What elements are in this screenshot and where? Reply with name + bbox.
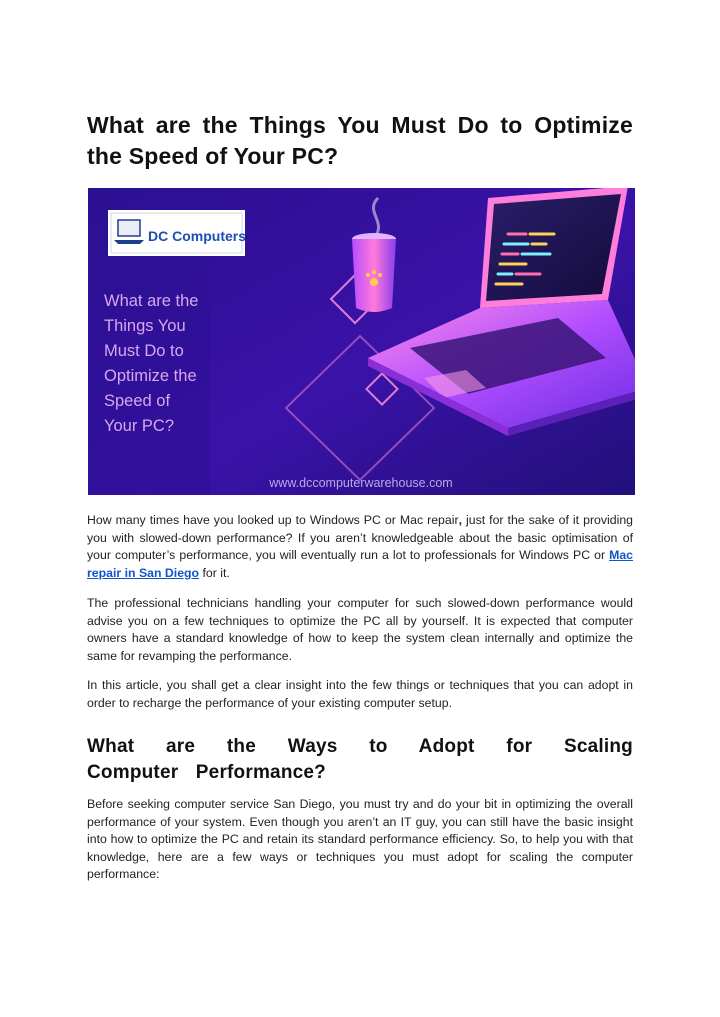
article-banner-image — [88, 188, 635, 495]
paragraph-intro: How many times have you looked up to Windows PC or Mac repair, just for the sake of it providing you with slowed-down performance? If you aren’t knowledgeable about the basic optimisation of your computer’s performance, you will eventually run a lot to professionals for Windows PC or Mac repair in San Diego for it. — [87, 513, 634, 580]
mac-repair-san-diego-link[interactable]: Mac repair in San Diego — [87, 548, 633, 580]
banner-headline-line-4: Optimize the — [104, 367, 197, 385]
banner-headline-line-2: Things You — [104, 317, 186, 335]
logo-text: DC Computers — [148, 228, 247, 244]
banner-headline-line-6: Your PC? — [104, 417, 175, 435]
page-title: What are the Things You Must Do to Optimize the Speed of Your PC? — [87, 112, 633, 169]
banner-website-url: www.dccomputerwarehouse.com — [269, 476, 453, 490]
coffee-cup-icon — [352, 233, 396, 312]
banner-headline-line-1: What are the — [104, 292, 199, 310]
banner-headline-line-3: Must Do to — [104, 342, 184, 360]
section-heading: What are the Ways to Adopt for Scaling Computer Performance? — [87, 736, 633, 783]
paragraph-optimization-ways: Before seeking computer service San Diego, you must try and do your bit in optimizing the overall performance of your system. Even though you aren’t an IT guy, you can still have the basic insight into how to optimize the PC and retain its standard performance efficiency. So, to help you with that knowledge, here are a few ways or techniques you must adopt for scaling the computer performance: — [87, 797, 633, 882]
dc-computers-logo — [108, 210, 246, 256]
paragraph-article-insight: In this article, you shall get a clear insight into the few things or techniques that you can adopt in order to recharge the performance of your existing computer setup. — [87, 678, 633, 710]
paragraph-technicians: The professional technicians handling your computer for such slowed-down performance would advise you on a few techniques to optimize the PC all by yourself. It is expected that computer owners have a standard knowledge of how to keep the system clean internally and optimize the same for revamping the performance. — [87, 596, 633, 663]
banner-headline-line-5: Speed of — [104, 392, 171, 410]
